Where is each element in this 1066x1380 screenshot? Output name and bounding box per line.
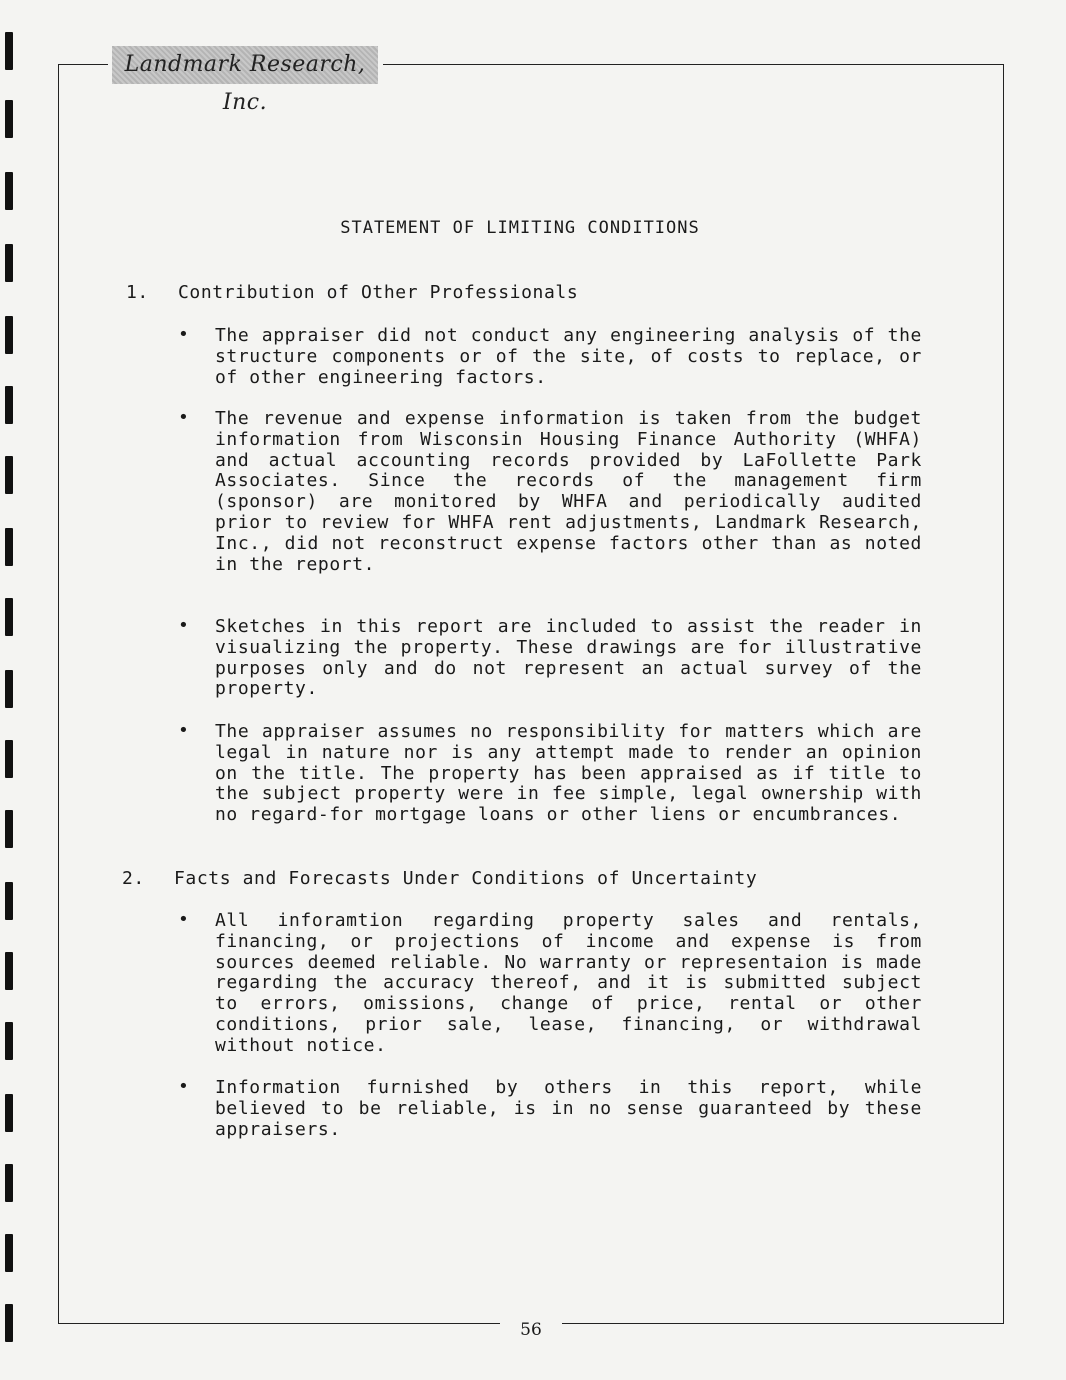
bullet-icon: • <box>178 1076 189 1097</box>
bullet-icon: • <box>178 407 189 428</box>
paragraph: The appraiser did not conduct any engineering analysis of the structure components or of the site, of costs to replace, or of other engineering factors. <box>215 325 922 388</box>
border-top-left <box>58 64 108 65</box>
bullet-icon: • <box>178 720 189 741</box>
border-bottom-left <box>58 1323 500 1324</box>
page-number: 56 <box>520 1320 542 1340</box>
binding-holes <box>5 0 15 1380</box>
paragraph: Sketches in this report are included to assist the reader in visualizing the property. These drawings are for illustrative purposes only and do not represent an actual survey of the property. <box>215 616 922 700</box>
paragraph: The appraiser assumes no responsibility for matters which are legal in nature nor is any attempt made to render an opinion on the title. The property has been appraised as if title to the subject property were in fee simple, legal ownership with no regard-for mortgage loans or other liens or encumbrances. <box>215 721 922 826</box>
list-item <box>170 1078 930 1140</box>
list-item <box>170 617 930 700</box>
border-bottom-right <box>562 1323 1003 1324</box>
section-title: Contribution of Other Professionals <box>178 282 579 303</box>
list-item <box>170 409 930 575</box>
bullet-icon: • <box>178 615 189 636</box>
list-item <box>170 911 930 1057</box>
section-number: 2. <box>122 868 145 889</box>
list-item <box>170 722 930 826</box>
list-item <box>170 326 930 388</box>
section-title: Facts and Forecasts Under Conditions of Uncertainty <box>174 868 758 889</box>
bullet-icon: • <box>178 909 189 930</box>
paragraph: All inforamtion regarding property sales and rentals, financing, or projections of income and expense is from sources deemed reliable. No warranty or representaion is made regarding the accuracy thereof, and it is submitted subject to errors, omissions, change of price, rental or other conditions, prior sale, lease, financing, or withdrawal without notice. <box>215 910 922 1056</box>
bullet-icon: • <box>178 324 189 345</box>
section-number: 1. <box>126 282 149 303</box>
page-title: STATEMENT OF LIMITING CONDITIONS <box>340 218 700 238</box>
paragraph: The revenue and expense information is taken from the budget information from Wisconsin Housing Finance Authority (WHFA) and actual accounting records provided by LaFollette Park Associates. Since the records of the management firm (sponsor) are monitored by WHFA and periodically audited prior to review for WHFA rent adjustments, Landmark Research, Inc., did not reconstruct expense factors other than as noted in the report. <box>215 408 922 575</box>
border-top-right <box>383 64 1003 65</box>
company-logo: Landmark Research, Inc. <box>112 46 378 84</box>
paragraph: Information furnished by others in this report, while believed to be reliable, is in no sense guaranteed by these appraisers. <box>215 1077 922 1140</box>
